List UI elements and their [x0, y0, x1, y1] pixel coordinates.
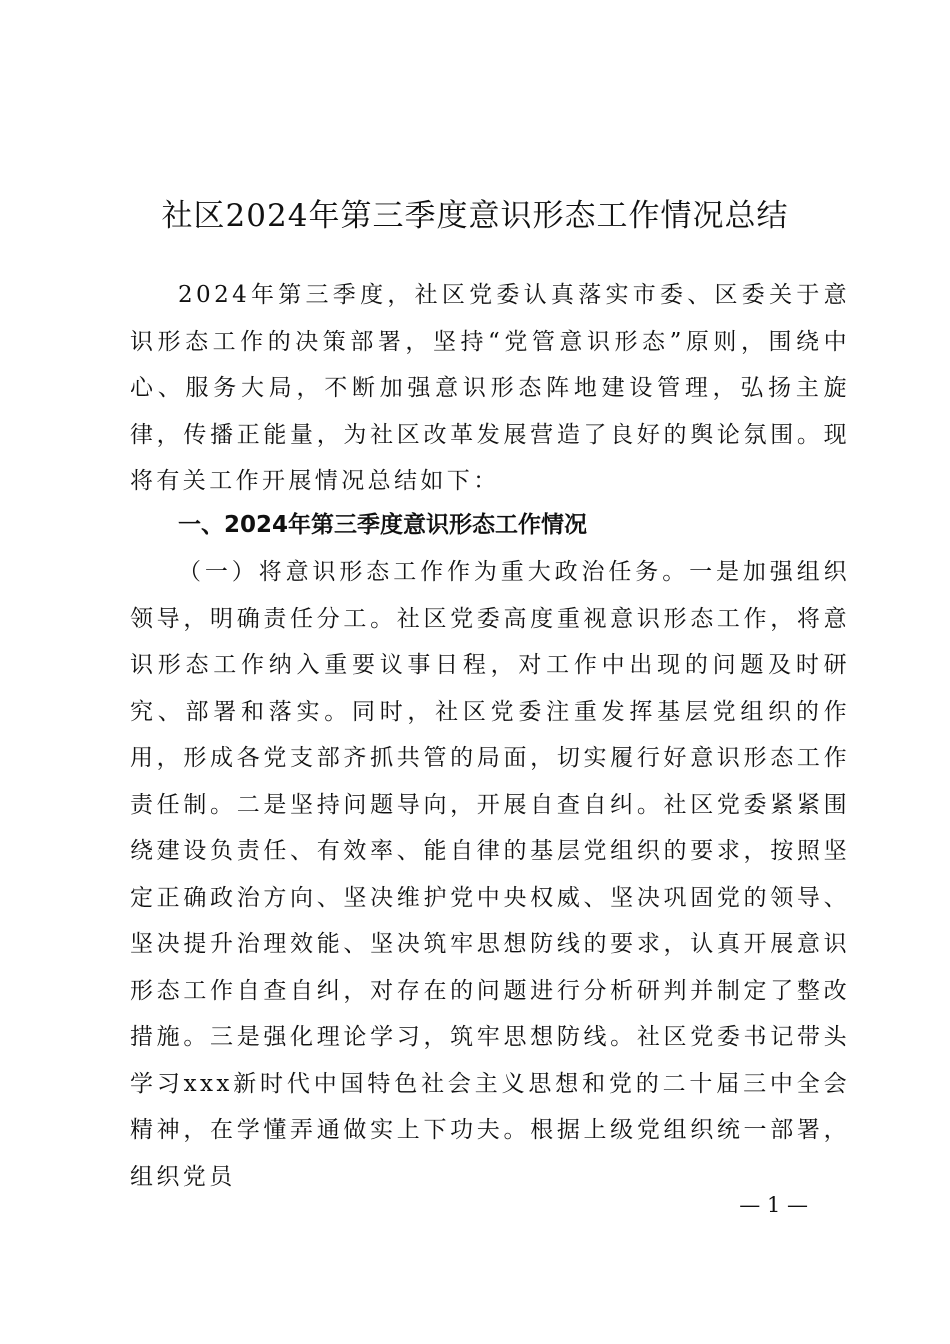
section-1-paragraph: （一）将意识形态工作作为重大政治任务。一是加强组织领导，明确责任分工。社区党委高度重视意识形态工作，将意识形态工作纳入重要议事日程，对工作中出现的问题及时研究、部署和落实。同时，社区党委注重发挥基层党组织的作用，形成各党支部齐抓共管的局面，切实履行好意识形态工作责任制。二是坚持问题导向，开展自查自纠。社区党委紧紧围绕建设负责任、有效率、能自律的基层党组织的要求，按照坚定正确政治方向、坚决维护党中央权威、坚决巩固党的领导、坚决提升治理效能、坚决筑牢思想防线的要求，认真开展意识形态工作自查自纠，对存在的问题进行分析研判并制定了整改措施。三是强化理论学习，筑牢思想防线。社区党委书记带头学习xxx新时代中国特色社会主义思想和党的二十届三中全会精神，在学懂弄通做实上下功夫。根据上级党组织统一部署，组织党员 [130, 559, 850, 1190]
section-heading-1: 一、2024年第三季度意识形态工作情况 [178, 512, 588, 538]
document-title: 社区2024年第三季度意识形态工作情况总结 [161, 198, 789, 234]
intro-paragraph: 2024年第三季度，社区党委认真落实市委、区委关于意识形态工作的决策部署，坚持“党管意识形态”原则，围绕中心、服务大局，不断加强意识形态阵地建设管理，弘扬主旋律，传播正能量，为社区改革发展营造了良好的舆论氛围。现将有关工作开展情况总结如下： [130, 282, 850, 494]
page-number: — 1 — [739, 1193, 808, 1217]
